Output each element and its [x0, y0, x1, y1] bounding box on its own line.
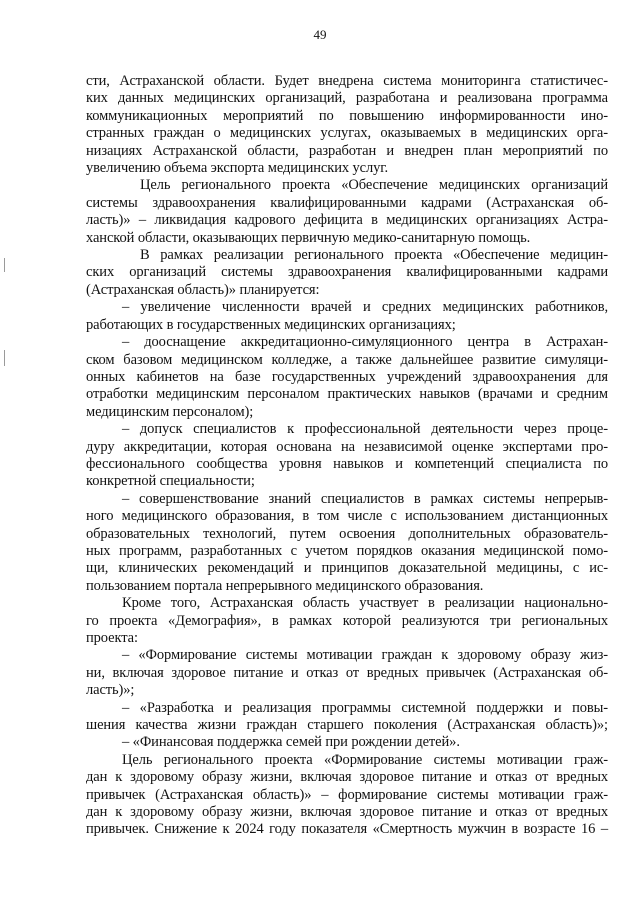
text-line: шения качества жизни граждан старшего поколения (Астраханская область)»;: [86, 717, 608, 734]
text-line: – «Финансовая поддержка семей при рождении детей».: [122, 734, 460, 751]
margin-scan-mark: [4, 258, 5, 272]
body-text: [86, 73, 608, 839]
text-line: сти, Астраханской области. Будет внедрена система мониторинга статистичес-: [86, 73, 608, 89]
text-line: медицинским персоналом);: [86, 403, 254, 420]
text-line: (Астраханская область)» планируется:: [86, 281, 320, 298]
text-line: работающих в государственных медицинских организациях;: [86, 316, 456, 333]
text-line: дан к здоровому образу жизни, включая здоровое питание и отказ от вредных: [86, 769, 608, 786]
text-line: дан к здоровому образу жизни, включая здоровое питание и отказ от вредных: [86, 804, 608, 821]
text-line: конкретной специальности;: [86, 473, 255, 490]
text-line: го проекта «Демография», в рамках которой реализуются три региональных: [86, 612, 608, 629]
text-line: проекта:: [86, 630, 138, 646]
text-line: Кроме того, Астраханская область участвует в реализации национально-: [122, 595, 608, 612]
text-line: ни, включая здоровое питание и отказ от вредных привычек (Астраханская об-: [86, 664, 608, 681]
text-line: ском базовом медицинском колледже, а также дальнейшее развитие симуляци-: [86, 351, 608, 368]
text-line: привычек (Астраханская область)» – формирование системы мотивации граж-: [86, 786, 608, 803]
text-line: отработки медицинским персоналом практических навыков (врачами и средним: [86, 386, 608, 403]
text-line: В рамках реализации регионального проекта «Обеспечение медицин-: [140, 247, 608, 264]
text-line: ханской области, оказывающих первичную медико-санитарную помощь.: [86, 229, 531, 246]
text-line: – дооснащение аккредитационно-симуляционного центра в Астрахан-: [122, 334, 608, 351]
text-line: привычек. Снижение к 2024 году показателя «Смертность мужчин в возрасте 16 –: [86, 821, 608, 838]
text-line: щи, клинических рекомендаций и принципов доказательной медицины, с ис-: [86, 560, 608, 577]
text-line: ских организаций системы здравоохранения квалифицированными кадрами: [86, 264, 608, 281]
text-line: образовательных технологий, путем освоения дополнительных образователь-: [86, 525, 608, 542]
text-line: Цель регионального проекта «Обеспечение медицинских организаций: [140, 177, 608, 194]
text-line: – «Разработка и реализация программы системной поддержки и повы-: [122, 699, 608, 716]
text-line: Цель регионального проекта «Формирование системы мотивации граж-: [122, 751, 608, 768]
text-line: ных программ, разработанных с учетом порядков оказания медицинской помо-: [86, 542, 608, 559]
text-line: ного медицинского образования, в том числе с использованием дистанционных: [86, 508, 608, 525]
text-line: низациях Астраханской области, разработан и внедрен план мероприятий по: [86, 142, 608, 159]
text-line: увеличению объема экспорта медицинских услуг.: [86, 160, 389, 177]
page-number: 49: [313, 27, 327, 42]
text-line: дуру аккредитации, которая основана на независимой оценке экспертами про-: [86, 438, 608, 455]
text-line: онных кабинетов на базе государственных учреждений здравоохранения для: [86, 368, 608, 385]
text-line: ласть)»;: [86, 682, 135, 699]
text-line: – совершенствование знаний специалистов в рамках системы непрерыв-: [122, 490, 608, 507]
text-line: – увеличение численности врачей и средних медицинских работников,: [122, 299, 608, 316]
text-line: пользованием портала непрерывного медицинского образования.: [86, 577, 484, 594]
text-line: – «Формирование системы мотивации граждан к здоровому образу жиз-: [122, 647, 608, 664]
text-line: системы здравоохранения квалифицированными кадрами (Астраханская об-: [86, 194, 608, 211]
text-line: ласть)» – ликвидация кадрового дефицита в медицинских организациях Астра-: [86, 212, 608, 229]
text-line: коммуникационных мероприятий по повышению информированности ино-: [86, 107, 608, 124]
text-line: – допуск специалистов к профессиональной деятельности через проце-: [122, 421, 608, 438]
text-line: странных граждан о медицинских услугах, оказываемых в медицинских орга-: [86, 125, 608, 142]
text-line: фессионального сообщества уровня навыков и компетенций специалиста по: [86, 455, 608, 472]
margin-scan-mark: [4, 350, 5, 366]
text-line: ких данных медицинских организаций, разработана и реализована программа: [86, 90, 608, 107]
